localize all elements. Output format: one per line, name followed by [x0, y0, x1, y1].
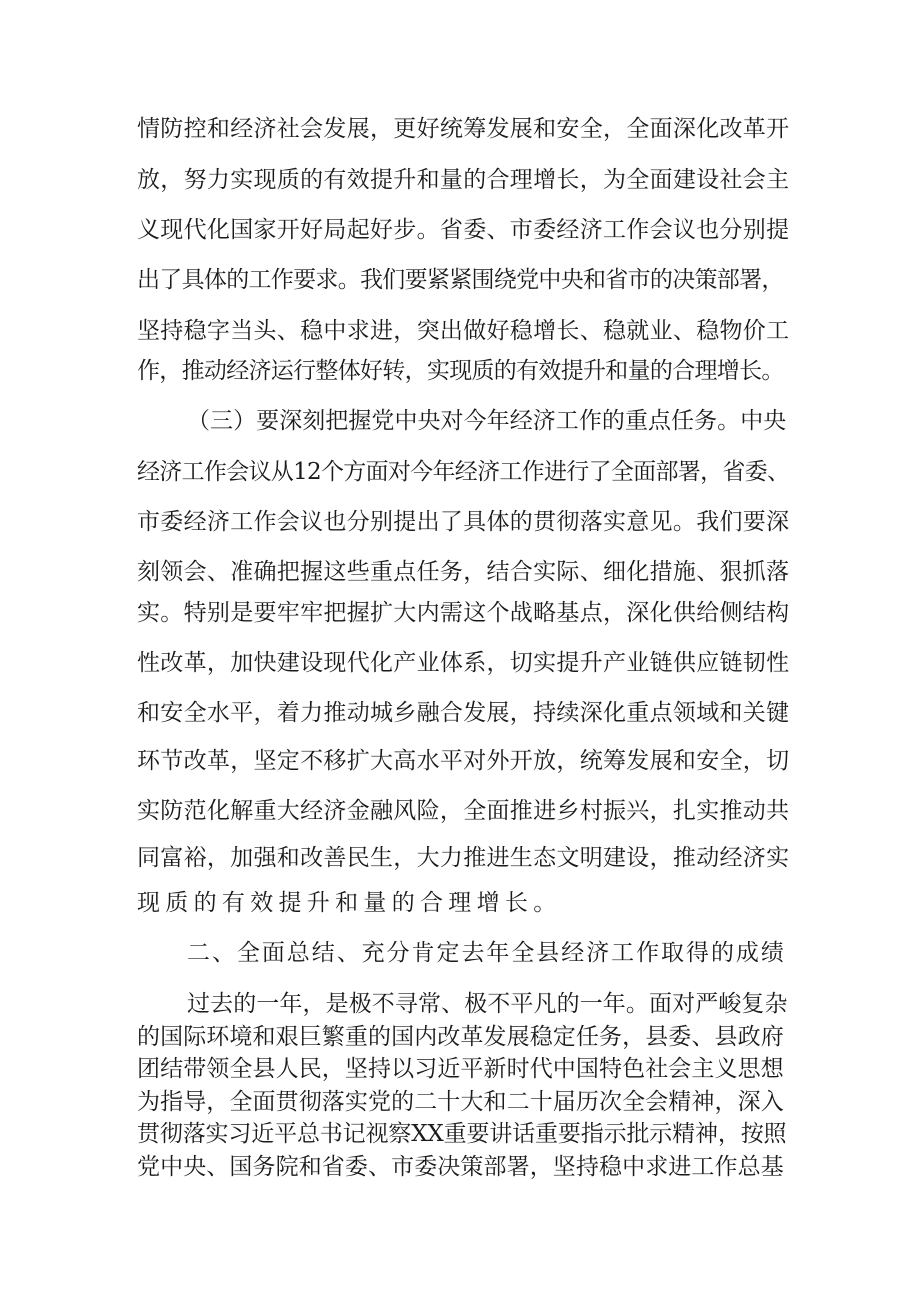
- text-line: 市委经济工作会议也分别提出了具体的贯彻落实意见。我们要深: [137, 509, 790, 535]
- text-line: 过去的一年，是极不寻常、极不平凡的一年。面对严峻复杂: [187, 991, 788, 1017]
- section-heading: 二、全面总结、充分肯定去年全县经济工作取得的成绩: [187, 940, 786, 966]
- text-line: 团结带领全县人民，坚持以习近平新时代中国特色社会主义思想: [137, 1056, 784, 1082]
- text-line: 出了具体的工作要求。我们要紧紧围绕党中央和省市的决策部署，: [137, 267, 784, 293]
- text-line: 为指导，全面贯彻落实党的二十大和二十届历次全会精神，深入: [137, 1089, 784, 1115]
- text-line: 党中央、国务院和省委、市委决策部署，坚持稳中求进工作总基: [137, 1154, 784, 1180]
- text-line: 实。特别是要牢牢把握扩大内需这个战略基点，深化供给侧结构: [137, 600, 790, 626]
- text-line: 放，努力实现质的有效提升和量的合理增长，为全面建设社会主: [137, 167, 790, 193]
- text-line: 同富裕，加强和改善民生，大力推进生态文明建设，推动经济实: [137, 845, 790, 871]
- text-line: 义现代化国家开好局起好步。省委、市委经济工作会议也分别提: [137, 217, 790, 243]
- text-line: 的国际环境和艰巨繁重的国内改革发展稳定任务，县委、县政府: [137, 1024, 784, 1050]
- text-line: 刻领会、准确把握这些重点任务，结合实际、细化措施、狠抓落: [137, 559, 790, 585]
- text-line: 现质的有效提升和量的合理增长。: [137, 890, 562, 916]
- text-line: 环节改革，坚定不移扩大高水平对外开放，统筹发展和安全，切: [137, 748, 790, 774]
- text-line: （三）要深刻把握党中央对今年经济工作的重点任务。中央: [187, 408, 787, 434]
- text-line: 实防范化解重大经济金融风险，全面推进乡村振兴，扎实推动共: [137, 798, 790, 824]
- text-line: 作，推动经济运行整体好转，实现质的有效提升和量的合理增长。: [137, 358, 784, 384]
- text-line: 情防控和经济社会发展，更好统筹发展和安全，全面深化改革开: [137, 116, 790, 142]
- text-line: 性改革，加快建设现代化产业体系，切实提升产业链供应链韧性: [137, 650, 790, 676]
- text-line: 贯彻落实习近平总书记视察XX重要讲话重要指示批示精神，按照: [137, 1121, 787, 1147]
- text-line: 坚持稳字当头、稳中求进，突出做好稳增长、稳就业、稳物价工: [137, 318, 790, 344]
- text-line: 经济工作会议从12个方面对今年经济工作进行了全面部署，省委、: [137, 459, 790, 485]
- text-line: 和安全水平，着力推动城乡融合发展，持续深化重点领域和关键: [137, 700, 790, 726]
